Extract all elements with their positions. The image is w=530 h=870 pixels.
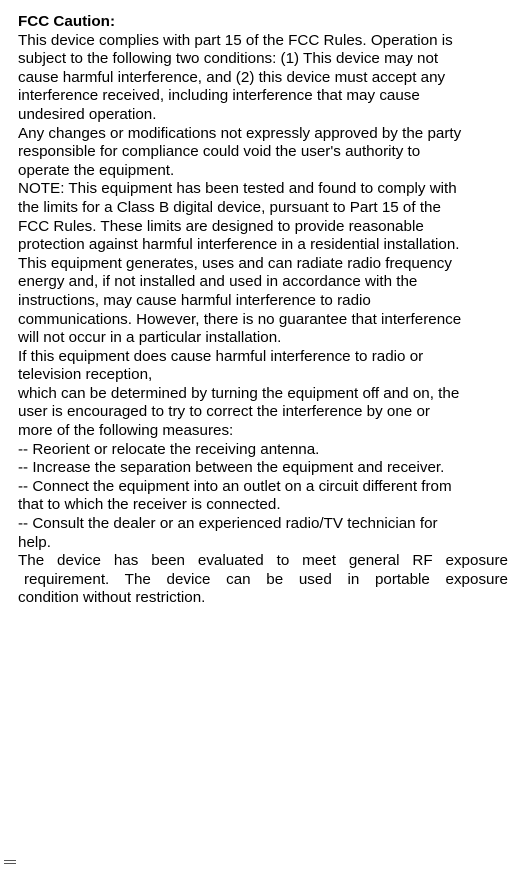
text-line: television reception, [18,366,153,384]
text-line: which can be determined by turning the equipment off and on, the [18,384,460,402]
bullet-line: -- Increase the separation between the equipment and receiver. [18,459,445,477]
bullet-line: -- Consult the dealer or an experienced radio/TV technician for [18,515,438,533]
bullet-line: -- Reorient or relocate the receiving antenna. [18,440,320,458]
text-line: subject to the following two conditions: (1) This device may not [18,50,439,68]
fcc-caution-document [18,13,508,608]
text-line: help. [18,533,51,551]
text-line: instructions, may cause harmful interference to radio [18,291,371,309]
text-line: interference received, including interference that may cause [18,87,420,105]
text-line: condition without restriction. [18,589,206,607]
text-line: more of the following measures: [18,422,234,440]
text-line: undesired operation. [18,105,157,123]
text-line: cause harmful interference, and (2) this device must accept any [18,68,446,86]
text-line: operate the equipment. [18,161,175,179]
text-line: This equipment generates, uses and can radiate radio frequency [18,254,452,272]
text-line: user is encouraged to try to correct the interference by one or [18,403,430,421]
text-line: will not occur in a particular installation. [18,329,282,347]
text-line: The device has been evaluated to meet general RF exposure [18,552,508,570]
text-line: NOTE: This equipment has been tested and found to comply with [18,180,457,198]
text-line: FCC Rules. These limits are designed to provide reasonable [18,217,424,235]
text-line: that to which the receiver is connected. [18,496,281,514]
text-line: requirement. The device can be used in portable exposure [24,570,508,588]
text-line: responsible for compliance could void the user's authority to [18,143,421,161]
text-line: Any changes or modifications not expressly approved by the party [18,124,462,142]
text-line: If this equipment does cause harmful interference to radio or [18,347,424,365]
text-line: the limits for a Class B digital device, pursuant to Part 15 of the [18,198,441,216]
bullet-line: -- Connect the equipment into an outlet on a circuit different from [18,477,452,495]
document-title: FCC Caution: [18,13,116,30]
page-edge-mark [4,860,16,864]
text-line: protection against harmful interference in a residential installation. [18,236,460,254]
text-line: This device complies with part 15 of the FCC Rules. Operation is [18,31,453,49]
text-line: communications. However, there is no guarantee that interference [18,310,462,328]
text-line: energy and, if not installed and used in accordance with the [18,273,418,291]
